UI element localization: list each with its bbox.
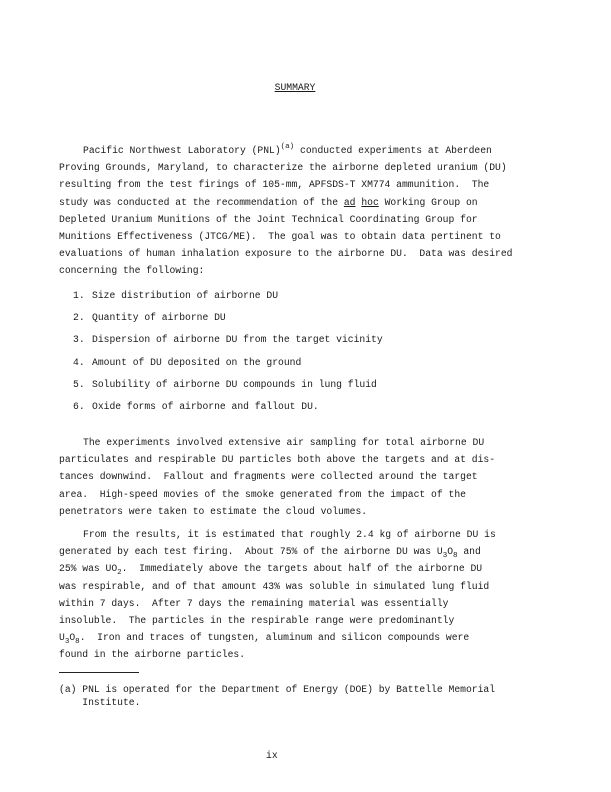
text: and — [457, 546, 481, 558]
list-item — [73, 401, 523, 423]
text-line: found in the airborne particles. — [59, 649, 246, 661]
footnote-line: (a) PNL is operated for the Department of Energy (DOE) by Battelle Memorial — [59, 684, 496, 695]
list-number: 2. — [73, 312, 85, 324]
text-line: resulting from the test firings of 105-mm, APFSDS-T XM774 ammunition. The — [59, 179, 490, 191]
list-item — [73, 357, 523, 379]
text: conducted experiments at Aberdeen — [294, 145, 492, 156]
subscript: 8 — [75, 638, 80, 647]
text-line — [59, 194, 529, 211]
list-number: 5. — [73, 378, 85, 390]
list-text: Amount of DU deposited on the ground — [92, 356, 302, 368]
footnote-ref: (a) — [280, 143, 295, 151]
text: study was conducted at the recommendation of the — [59, 196, 344, 208]
text: Pacific Northwest Laboratory (PNL) — [83, 145, 281, 156]
intro-paragraph — [59, 142, 529, 280]
subscript: 8 — [453, 552, 458, 561]
text-line — [59, 629, 529, 646]
list-number: 3. — [73, 334, 85, 346]
footnote — [59, 683, 495, 709]
experiments-paragraph — [59, 434, 529, 520]
page-number: ix — [266, 750, 278, 761]
underlined-text: ad — [343, 196, 356, 208]
list-item — [73, 379, 523, 401]
text: O — [447, 546, 454, 558]
text-line: within 7 days. After 7 days the remaining material was essentially — [59, 597, 449, 609]
text-line: particulates and respirable DU particles both above the targets and at dis- — [59, 454, 496, 466]
text: U — [59, 632, 65, 644]
text-line — [59, 543, 529, 560]
text: Working Group on — [378, 196, 478, 208]
subscript: 2 — [117, 569, 122, 578]
text: 25% was UO — [59, 563, 118, 575]
text-line: The experiments involved extensive air sampling for total airborne DU — [83, 437, 485, 448]
subscript: 3 — [442, 552, 448, 561]
text-line: Proving Grounds, Maryland, to characterize the airborne depleted uranium (DU) — [59, 162, 507, 174]
text-line — [59, 560, 529, 577]
text-line: area. High-speed movies of the smoke generated from the impact of the — [59, 488, 466, 500]
footnote-divider — [59, 672, 139, 673]
list-item — [73, 290, 523, 312]
list-text: Oxide forms of airborne and fallout DU. — [92, 400, 319, 412]
list-text: Solubility of airborne DU compounds in lung fluid — [92, 378, 377, 390]
text-line — [59, 142, 529, 159]
page-title: SUMMARY — [274, 82, 316, 93]
footnote-line: Institute. — [59, 697, 141, 708]
text: . Immediately above the targets about half of the airborne DU — [121, 563, 483, 575]
underlined-text: hoc — [361, 196, 379, 208]
text-line: insoluble. The particles in the respirable range were predominantly — [59, 614, 455, 626]
list-item — [73, 312, 523, 334]
text-line: From the results, it is estimated that roughly 2.4 kg of airborne DU is — [83, 529, 496, 540]
list-number: 6. — [73, 400, 85, 412]
text-line: evaluations of human inhalation exposure to the airborne DU. Data was desired — [59, 248, 513, 260]
text-line: penetrators were taken to estimate the cloud volumes. — [59, 505, 368, 517]
text-line: Depleted Uranium Munitions of the Joint Technical Coordinating Group for — [59, 213, 478, 225]
text: O — [69, 632, 76, 644]
text-line: was respirable, and of that amount 43% was soluble in simulated lung fluid — [59, 580, 490, 592]
text-line: concerning the following: — [59, 265, 205, 277]
list-number: 1. — [73, 290, 85, 301]
list-text: Quantity of airborne DU — [92, 312, 226, 324]
text: . Iron and traces of tungsten, aluminum and silicon compounds were — [79, 632, 470, 644]
list-item — [73, 334, 523, 356]
text: generated by each test firing. About 75% of the airborne DU was U — [59, 546, 443, 558]
subscript: 3 — [64, 638, 70, 647]
results-paragraph — [59, 526, 529, 664]
text-line: tances downwind. Fallout and fragments were collected around the target — [59, 471, 478, 483]
list-number: 4. — [73, 356, 85, 368]
list-text: Dispersion of airborne DU from the target vicinity — [92, 334, 383, 346]
list-text: Size distribution of airborne DU — [92, 290, 279, 301]
text-line: Munitions Effectiveness (JTCG/ME). The goal was to obtain data pertinent to — [59, 230, 501, 242]
numbered-list — [73, 290, 523, 423]
